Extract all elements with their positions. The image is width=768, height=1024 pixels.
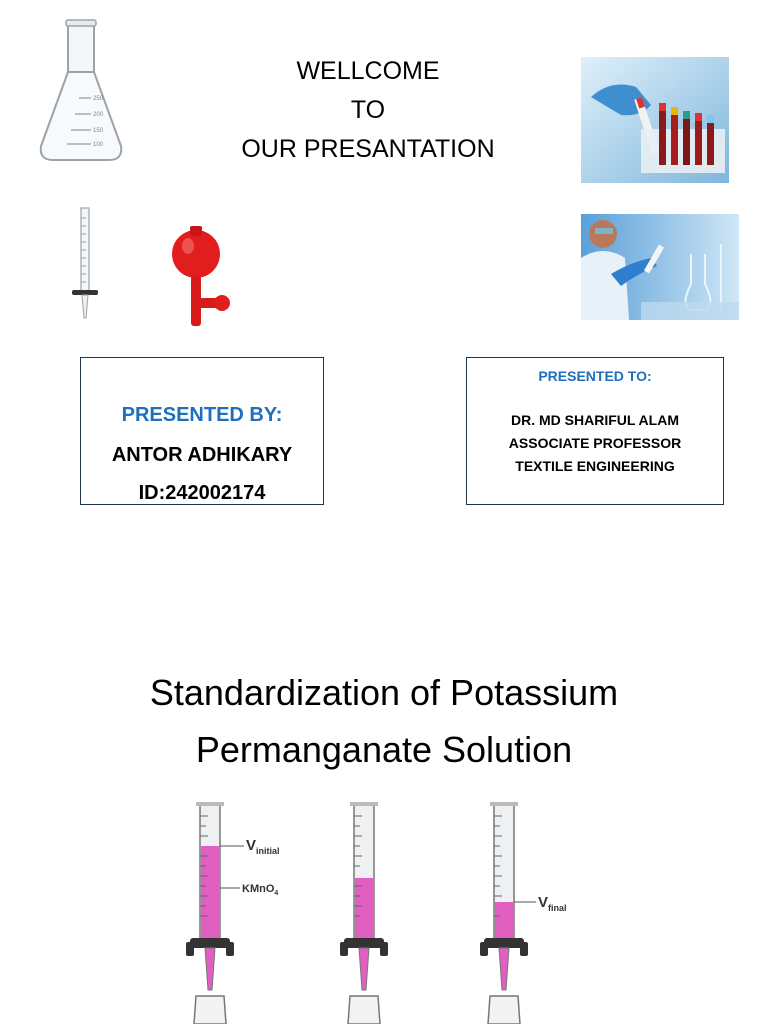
v-final-label: $V_{final}$ <box>538 894 567 913</box>
recipient-title: ASSOCIATE PROFESSOR <box>508 435 682 451</box>
burette-final <box>480 802 536 1024</box>
svg-text:200: 200 <box>93 112 104 118</box>
svg-text:250: 250 <box>93 96 104 102</box>
svg-text:100: 100 <box>93 142 104 148</box>
lab-scientist-photo <box>581 214 739 320</box>
svg-text:150: 150 <box>93 128 104 134</box>
burette-image <box>66 206 106 322</box>
titration-burettes-diagram <box>160 790 660 1024</box>
welcome-heading <box>200 52 536 169</box>
welcome-line-2: TO <box>350 96 386 124</box>
slide-title-line-1: Standardization of Potassium <box>149 672 619 713</box>
presented-to-box <box>466 357 724 505</box>
slide-title-line-2: Permanganate Solution <box>195 729 573 770</box>
presented-by-box <box>80 357 324 505</box>
presenter-name: ANTOR ADHIKARY <box>111 444 293 466</box>
presented-by-label: PRESENTED BY: <box>121 404 283 426</box>
recipient-name: DR. MD SHARIFUL ALAM <box>511 412 679 428</box>
presenter-id: ID:242002174 <box>138 482 266 504</box>
kmno4-label: KMnO$_4$ <box>242 883 279 897</box>
burette-initial <box>186 802 244 1024</box>
slide-title <box>60 664 708 778</box>
welcome-line-3: OUR PRESANTATION <box>241 135 495 163</box>
welcome-line-1: WELLCOME <box>296 57 440 85</box>
pipette-bulb-image <box>170 218 234 330</box>
presented-to-label: PRESENTED TO: <box>538 368 652 384</box>
lab-test-tubes-photo <box>581 57 729 183</box>
v-initial-label: $V_{initial}$ <box>246 837 280 856</box>
erlenmeyer-flask-image <box>35 18 127 166</box>
burette-middle <box>340 802 388 1024</box>
recipient-department: TEXTILE ENGINEERING <box>515 458 675 474</box>
